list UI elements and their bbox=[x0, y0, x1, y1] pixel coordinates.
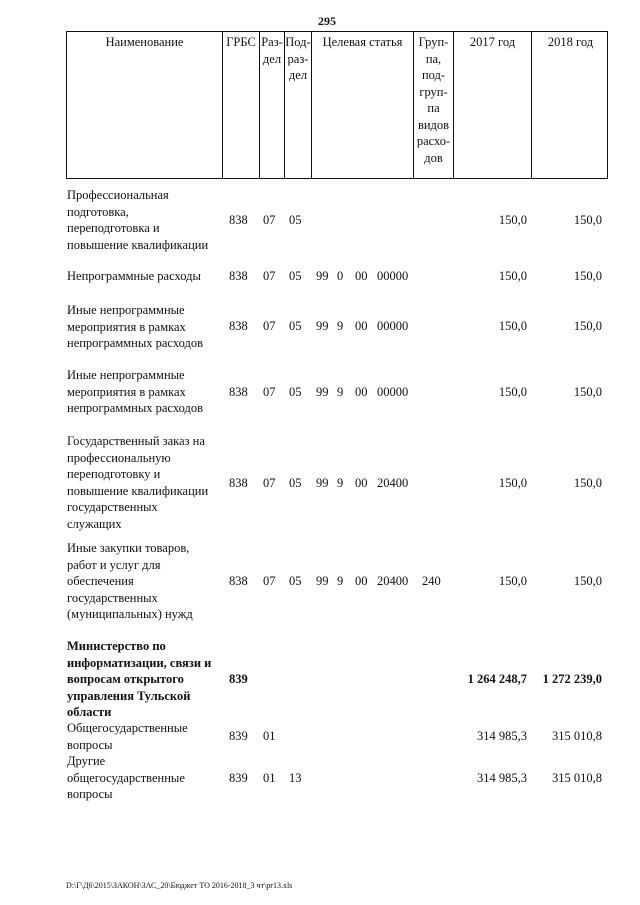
row-name bbox=[67, 187, 223, 253]
row-grbs: 838 bbox=[229, 385, 248, 399]
row-name bbox=[67, 720, 223, 753]
row-target-program: 99 bbox=[316, 385, 329, 399]
header-vid-line: под- bbox=[421, 68, 446, 82]
row-2017: 1 264 248,7 bbox=[467, 672, 527, 686]
header-2017: 2017 год bbox=[453, 32, 531, 178]
row-name-line: повышение квалификации bbox=[67, 483, 209, 498]
row-target-program: 99 bbox=[316, 319, 329, 333]
row-name-line: Иные закупки товаров, bbox=[67, 541, 190, 555]
row-name-line: Общегосударственные bbox=[67, 721, 188, 735]
row-name-line: непрограммных расходов bbox=[67, 336, 203, 350]
row-2017: 150,0 bbox=[498, 476, 527, 490]
row-name-line: Иные непрограммные bbox=[67, 368, 185, 382]
row-name-line: непрограммных расходов bbox=[67, 401, 203, 415]
header-podrazdel-line: Под- bbox=[285, 35, 311, 49]
row-razdel: 07 bbox=[263, 574, 276, 588]
row-grbs: 838 bbox=[229, 319, 248, 333]
header-razdel-line: Раз- bbox=[261, 35, 283, 49]
row-expense-type: 240 bbox=[422, 574, 441, 588]
row-2017: 314 985,3 bbox=[477, 771, 527, 785]
row-name-line: профессиональную bbox=[67, 450, 171, 465]
row-2017: 150,0 bbox=[498, 319, 527, 333]
row-2018: 150,0 bbox=[573, 213, 602, 227]
row-target-direction: 00000 bbox=[377, 385, 409, 399]
row-grbs: 839 bbox=[229, 771, 248, 785]
row-podrazdel: 13 bbox=[289, 771, 302, 785]
header-2018: 2018 год bbox=[531, 32, 609, 178]
row-name-line: Другие bbox=[67, 754, 106, 768]
row-name-line: служащих bbox=[67, 516, 122, 531]
row-razdel: 07 bbox=[263, 385, 276, 399]
row-name bbox=[67, 540, 223, 623]
row-name-line: Профессиональная bbox=[67, 188, 169, 202]
row-grbs: 838 bbox=[229, 213, 248, 227]
header-razdel-line: дел bbox=[262, 51, 282, 66]
header-vid-line: па, bbox=[425, 51, 442, 66]
row-razdel: 07 bbox=[263, 213, 276, 227]
header-vid-line: па bbox=[427, 101, 440, 115]
row-name-line: работ и услуг для bbox=[67, 557, 161, 572]
row-name bbox=[67, 433, 223, 532]
row-name-line: Министерство по bbox=[67, 639, 166, 653]
row-2018: 1 272 239,0 bbox=[542, 672, 602, 686]
row-name bbox=[67, 638, 223, 721]
row-2017: 150,0 bbox=[498, 213, 527, 227]
row-name bbox=[67, 367, 223, 417]
row-2018: 150,0 bbox=[573, 574, 602, 588]
row-grbs: 838 bbox=[229, 574, 248, 588]
row-2018: 315 010,8 bbox=[552, 729, 602, 743]
header-vid-line: груп- bbox=[419, 84, 448, 99]
row-target-program: 99 bbox=[316, 269, 329, 283]
row-target-event: 00 bbox=[355, 476, 368, 490]
row-name-line: мероприятия в рамках bbox=[67, 384, 186, 399]
row-2018: 150,0 bbox=[573, 385, 602, 399]
row-name-line: подготовка, bbox=[67, 204, 129, 219]
row-target-program: 99 bbox=[316, 476, 329, 490]
row-podrazdel: 05 bbox=[289, 574, 302, 588]
row-2018: 150,0 bbox=[573, 269, 602, 283]
row-name-line: переподготовка и bbox=[67, 221, 160, 235]
header-podrazdel bbox=[284, 32, 311, 178]
row-grbs: 839 bbox=[229, 672, 248, 686]
row-target-direction: 00000 bbox=[377, 269, 409, 283]
row-podrazdel: 05 bbox=[289, 213, 302, 227]
header-vid-line: Груп- bbox=[418, 35, 449, 49]
row-razdel: 07 bbox=[263, 476, 276, 490]
header-grbs: ГРБС bbox=[222, 32, 259, 178]
header-vid-line: видов bbox=[417, 117, 450, 132]
row-grbs: 838 bbox=[229, 269, 248, 283]
row-grbs: 838 bbox=[229, 476, 248, 490]
row-target-subprogram: 0 bbox=[337, 269, 344, 283]
row-name-line: государственных bbox=[67, 500, 158, 514]
header-razdel bbox=[259, 32, 284, 178]
row-name-line: государственных bbox=[67, 590, 158, 605]
row-target-direction: 20400 bbox=[377, 476, 409, 490]
row-target-program: 99 bbox=[316, 574, 329, 588]
row-target-subprogram: 9 bbox=[337, 385, 344, 399]
row-target-event: 00 bbox=[355, 574, 368, 588]
row-name-line: мероприятия в рамках bbox=[67, 319, 186, 334]
row-target-direction: 00000 bbox=[377, 319, 409, 333]
row-2018: 315 010,8 bbox=[552, 771, 602, 785]
row-podrazdel: 05 bbox=[289, 476, 302, 490]
row-name-line: переподготовку и bbox=[67, 467, 161, 481]
row-name-line: обеспечения bbox=[67, 574, 134, 588]
row-grbs: 839 bbox=[229, 729, 248, 743]
header-name: Наименование bbox=[105, 35, 184, 49]
row-name-line: Государственный заказ на bbox=[67, 434, 205, 448]
file-path-footer: D:\Г\Д6\2015\ЗАКОН\ЗАС_20\Бюджет ТО 2016-2018_3 чт\pr13.xls bbox=[66, 881, 293, 890]
row-name-line: вопросам открытого bbox=[67, 672, 184, 686]
header-vid bbox=[413, 32, 453, 178]
header-vid-line: расхо- bbox=[416, 134, 451, 148]
row-2017: 314 985,3 bbox=[477, 729, 527, 743]
row-razdel: 07 bbox=[263, 319, 276, 333]
row-razdel: 01 bbox=[263, 729, 276, 743]
row-name-line: повышение квалификации bbox=[67, 237, 209, 252]
row-razdel: 01 bbox=[263, 771, 276, 785]
header-vid-line: дов bbox=[424, 150, 443, 165]
row-podrazdel: 05 bbox=[289, 385, 302, 399]
row-2018: 150,0 bbox=[573, 476, 602, 490]
row-target-event: 00 bbox=[355, 269, 368, 283]
row-target-subprogram: 9 bbox=[337, 476, 344, 490]
row-name-line: Иные непрограммные bbox=[67, 303, 185, 317]
header-podrazdel-line: дел bbox=[288, 68, 308, 82]
row-target-subprogram: 9 bbox=[337, 319, 344, 333]
row-name bbox=[67, 753, 223, 803]
row-2017: 150,0 bbox=[498, 574, 527, 588]
header-target: Целевая статья bbox=[311, 32, 413, 178]
row-target-event: 00 bbox=[355, 319, 368, 333]
row-name bbox=[67, 302, 223, 352]
row-podrazdel: 05 bbox=[289, 319, 302, 333]
row-name-line: управления Тульской bbox=[67, 688, 191, 703]
row-name-line: информатизации, связи и bbox=[67, 655, 212, 670]
table-header bbox=[66, 31, 608, 179]
row-target-event: 00 bbox=[355, 385, 368, 399]
row-name-line: вопросы bbox=[67, 787, 113, 801]
row-name-line: области bbox=[67, 705, 112, 719]
row-name-line: Непрограммные расходы bbox=[67, 269, 201, 283]
row-name-line: общегосударственные bbox=[67, 770, 185, 785]
row-name-line: (муниципальных) нужд bbox=[67, 607, 193, 621]
header-podrazdel-line: раз- bbox=[287, 51, 309, 66]
row-2017: 150,0 bbox=[498, 385, 527, 399]
row-2018: 150,0 bbox=[573, 319, 602, 333]
row-2017: 150,0 bbox=[498, 269, 527, 283]
row-podrazdel: 05 bbox=[289, 269, 302, 283]
row-name-line: вопросы bbox=[67, 737, 113, 752]
row-target-direction: 20400 bbox=[377, 574, 409, 588]
row-name bbox=[67, 268, 223, 285]
page-number: 295 bbox=[318, 14, 336, 28]
row-target-subprogram: 9 bbox=[337, 574, 344, 588]
row-razdel: 07 bbox=[263, 269, 276, 283]
